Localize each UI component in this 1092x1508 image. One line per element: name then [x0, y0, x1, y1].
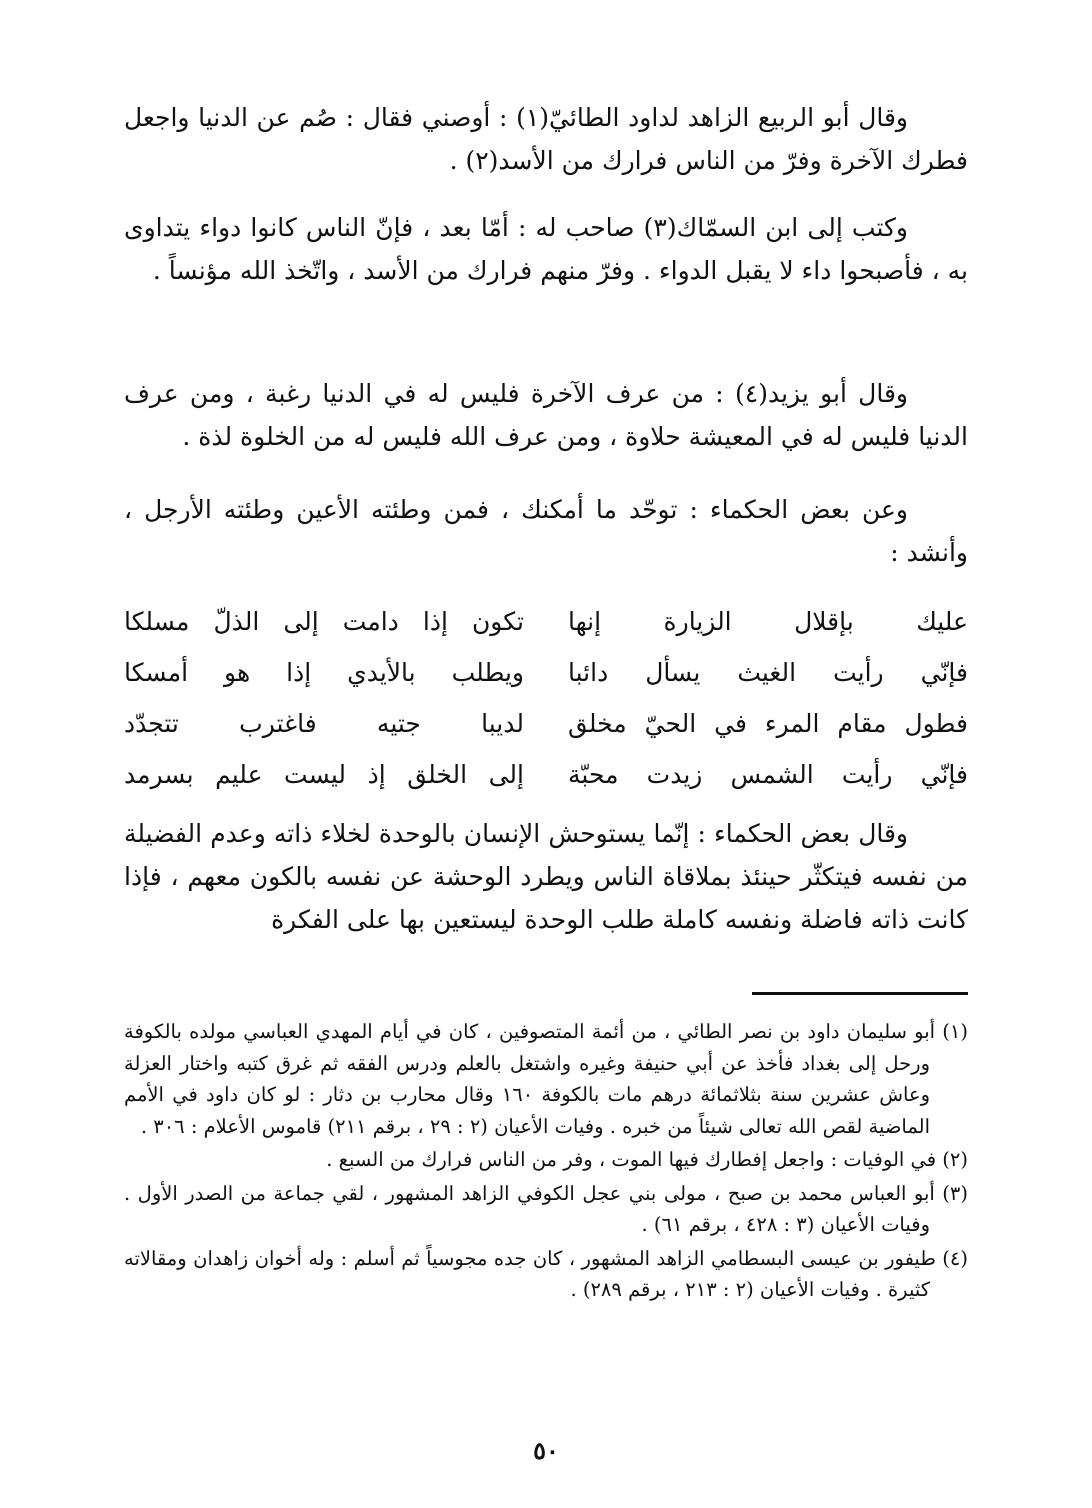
- footnote: (٢) في الوفيات : واجعل إفطارك فيها الموت ، وفر من الناس فرارك من السبع .: [326, 1148, 968, 1171]
- paragraph: وقال أبو يزيد(٤) : من عرف الآخرة فليس له في الدنيا رغبة ، ومن عرف الدنيا فليس له في المعيشة حلاوة ، ومن عرف الله فليس له من الخلوة لذة .: [124, 379, 968, 451]
- verse-line: [124, 596, 968, 647]
- footnote-separator: [752, 992, 968, 995]
- verse-second-hemistich: لديبا جتيه فاغترب تتجدّد: [124, 709, 524, 738]
- footnote: (١) أبو سليمان داود بن نصر الطائي ، من أئمة المتصوفين ، كان في أيام المهدي العباسي مولده بالكوفة ورحل إلى بغداد فأخذ عن أبي حنيفة وغيره واشتغل بالعلم ودرس الفقه ثم غرق كتبه واختار العزلة وعاش عشرين سنة بثلاثمائة درهم مات بالكوفة ١٦٠ وقال محارب بن دثار : لو كان داود في الأمم الماضية لقص الله تعالى شيئاً من خبره . وفيات الأعيان (٢ : ٢٩ ، برقم ٢١١) قاموس الأعلام : ٣٠٦ .: [124, 1020, 968, 1138]
- footnote: (٣) أبو العباس محمد بن صبح ، مولى بني عجل الكوفي الزاهد المشهور ، لقي جماعة من الصدر الأول . وفيات الأعيان (٣ : ٤٢٨ ، برقم ٦١) .: [124, 1181, 968, 1236]
- verse-line: [124, 749, 968, 800]
- verse-line: [124, 698, 968, 749]
- paragraph: وقال بعض الحكماء : إنّما يستوحش الإنسان بالوحدة لخلاء ذاته وعدم الفضيلة من نفسه فيتكثّر حينئذ بملاقاة الناس ويطرد الوحشة عن نفسه بالكون معهم ، فإذا كانت ذاته فاضلة ونفسه كاملة طلب الوحدة ليستعين بها على الفكرة: [124, 819, 968, 934]
- footnotes: [124, 1016, 968, 1308]
- verse-line: [124, 647, 968, 698]
- footnote: (٤) طيفور بن عيسى البسطامي الزاهد المشهور ، كان جده مجوسياً ثم أسلم : وله أخوان زاهدان ومقالاته كثيرة . وفيات الأعيان (٢ : ٢١٣ ، برقم ٢٨٩) .: [124, 1246, 968, 1301]
- page-number: ٥٠: [533, 1436, 559, 1465]
- verse-second-hemistich: تكون إذا دامت إلى الذلّ مسلكا: [124, 607, 524, 636]
- verse-first-hemistich: فإنّي رأيت الغيث يسأل دائبا: [568, 658, 968, 687]
- paragraph: وعن بعض الحكماء : توحّد ما أمكنك ، فمن وطئته الأعين وطئته الأرجل ، وأنشد :: [124, 495, 968, 567]
- paragraph: وقال أبو الربيع الزاهد لداود الطائيّ(١) : أوصني فقال : صُم عن الدنيا واجعل فطرك الآخرة وفرّ من الناس فرارك من الأسد(٢) .: [124, 103, 968, 175]
- poem-verses: [124, 596, 968, 800]
- verse-second-hemistich: ويطلب بالأيدي إذا هو أمسكا: [124, 658, 524, 687]
- verse-first-hemistich: عليك بإقلال الزيارة إنها: [568, 607, 968, 636]
- verse-second-hemistich: إلى الخلق إذ ليست عليم بسرمد: [124, 760, 524, 789]
- verse-first-hemistich: فطول مقام المرء في الحيّ مخلق: [568, 709, 968, 738]
- paragraph: وكتب إلى ابن السمّاك(٣) صاحب له : أمّا بعد ، فإنّ الناس كانوا دواء يتداوى به ، فأصبحوا داء لا يقبل الدواء . وفرّ منهم فرارك من الأسد ، واتّخذ الله مؤنساً .: [124, 213, 968, 285]
- verse-first-hemistich: فإنّي رأيت الشمس زيدت محبّة: [568, 760, 968, 789]
